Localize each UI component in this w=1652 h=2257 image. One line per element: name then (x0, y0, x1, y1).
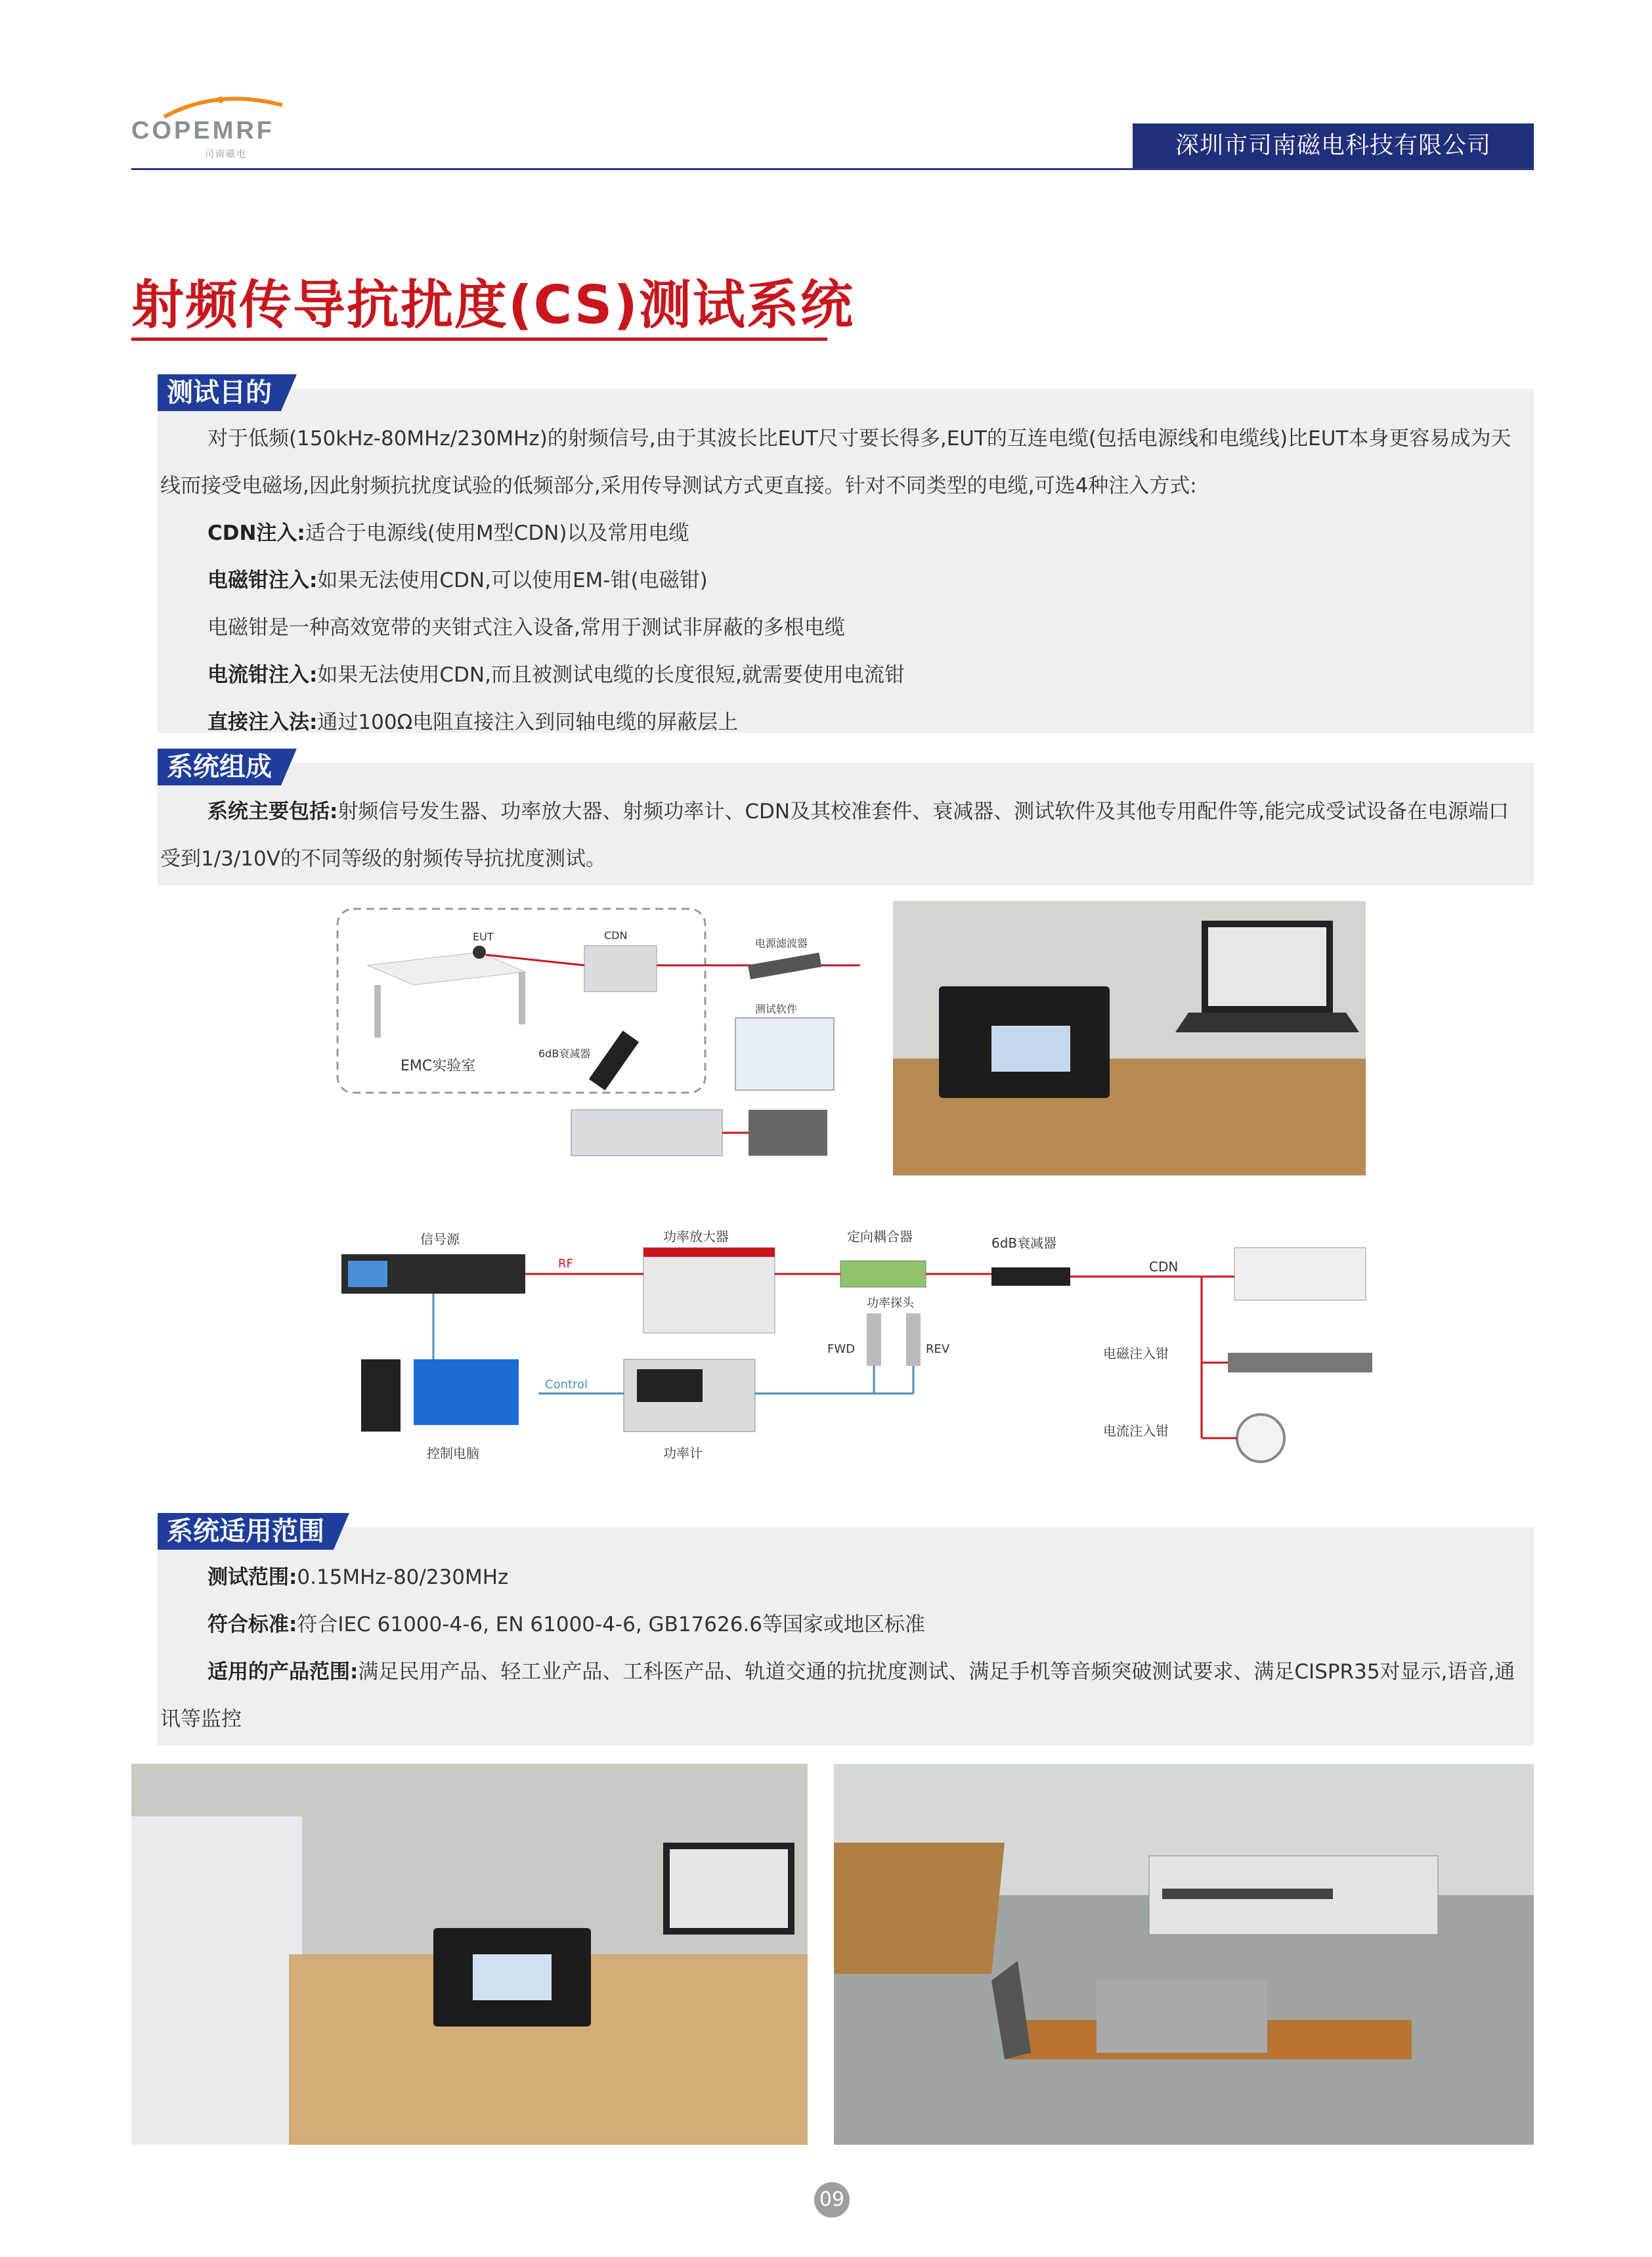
scope-label (158, 1513, 349, 1550)
item-key: 电流钳注入: (207, 663, 318, 687)
cdn-label: CDN (1149, 1259, 1179, 1275)
purpose-item (160, 699, 1519, 746)
scope-item (160, 1554, 1519, 1601)
lab-label: EMC实验室 (401, 1058, 476, 1074)
amplifier-label: 功率放大器 (663, 1229, 729, 1244)
rf-label: RF (558, 1257, 573, 1271)
rev-label: REV (926, 1342, 950, 1356)
scope-item (160, 1601, 1519, 1648)
page-title: 射频传导抗扰度(CS)测试系统 (131, 274, 854, 336)
current-clamp-label: 电流注入钳 (1103, 1423, 1169, 1439)
logo-subtext: 司南磁电 (205, 149, 247, 160)
power-meter-label: 功率计 (663, 1445, 703, 1461)
composition-label (158, 749, 297, 785)
title-underline (131, 338, 827, 341)
item-key: 适用的产品范围: (207, 1660, 359, 1684)
purpose-body (160, 415, 1519, 746)
purpose-item (160, 510, 1519, 557)
item-key: CDN注入: (207, 521, 305, 545)
cdn-label: CDN (604, 929, 628, 942)
signal-source-label: 信号源 (420, 1231, 460, 1247)
item-key: 直接注入法: (207, 711, 318, 734)
item-text: 符合IEC 61000-4-6, EN 61000-4-6, GB17626.6等国家或地区标准 (297, 1613, 926, 1636)
label-tail (281, 749, 297, 785)
scope-body (160, 1554, 1519, 1743)
composition-label-text: 系统组成 (158, 749, 281, 785)
probe-label: 功率探头 (867, 1296, 914, 1310)
item-text: 适合于电源线(使用M型CDN)以及常用电缆 (305, 521, 689, 545)
filter-label: 电源滤波器 (755, 937, 808, 950)
purpose-label (158, 374, 297, 411)
item-text: 电磁钳是一种高效宽带的夹钳式注入设备,常用于测试非屏蔽的多根电缆 (207, 616, 845, 640)
purpose-intro: 对于低频(150kHz-80MHz/230MHz)的射频信号,由于其波长比EUT尺寸要长得多,EUT的互连电缆(包括电源线和电缆线)比EUT本身更容易成为天线而接受电磁场,因此射频抗扰度试验的低频部分,采用传导测试方式更直接。针对不同类型的电缆,可选4种注入方式: (160, 427, 1511, 498)
block-diagram (328, 1221, 1379, 1478)
setup-photo (893, 901, 1366, 1175)
eut-label: EUT (473, 931, 494, 943)
item-text: 如果无法使用CDN,可以使用EM-钳(电磁钳) (317, 569, 708, 592)
scope-label-text: 系统适用范围 (158, 1513, 334, 1550)
item-key: 符合标准: (207, 1613, 297, 1636)
item-text: 如果无法使用CDN,而且被测试电缆的长度很短,就需要使用电流钳 (317, 663, 905, 687)
item-text: 满足民用产品、轻工业产品、工科医产品、轨道交通的抗扰度测试、满足手机等音频突破测试要求、满足CISPR35对显示,语音,通讯等监控 (160, 1660, 1515, 1731)
lab-photo-left (131, 1764, 808, 2145)
header-divider (131, 168, 1534, 170)
item-text: 0.15MHz-80/230MHz (297, 1566, 509, 1589)
item-text: 通过100Ω电阻直接注入到同轴电缆的屏蔽层上 (317, 711, 739, 734)
purpose-label-text: 测试目的 (158, 374, 281, 411)
coupler-label: 定向耦合器 (847, 1229, 913, 1244)
page-number: 09 (814, 2182, 850, 2218)
logo-text: COPEMRF (131, 117, 274, 144)
em-clamp-label: 电磁注入钳 (1103, 1346, 1169, 1361)
software-label: 测试软件 (755, 1003, 798, 1015)
purpose-item (160, 651, 1519, 699)
company-banner: 深圳市司南磁电科技有限公司 (1133, 123, 1534, 168)
setup-diagram (328, 900, 867, 1169)
label-tail (281, 374, 297, 411)
company-logo (131, 91, 289, 163)
composition-key: 系统主要包括: (207, 800, 338, 823)
composition-text: 射频信号发生器、功率放大器、射频功率计、CDN及其校准套件、衰减器、测试软件及其他专用配件等,能完成受试设备在电源端口受到1/3/10V的不同等级的射频传导抗扰度测试。 (160, 800, 1509, 871)
composition-body (160, 788, 1519, 883)
label-tail (334, 1513, 349, 1550)
attenuator-label: 6dB衰减器 (991, 1235, 1057, 1251)
fwd-label: FWD (827, 1342, 856, 1356)
pc-label: 控制电脑 (427, 1445, 479, 1461)
scope-item (160, 1648, 1519, 1743)
purpose-item (160, 557, 1519, 604)
control-label: Control (545, 1378, 588, 1391)
attenuator-label: 6dB衰减器 (538, 1047, 591, 1060)
item-key: 电磁钳注入: (207, 569, 318, 592)
item-key: 测试范围: (207, 1566, 297, 1589)
purpose-item (160, 604, 1519, 651)
lab-photo-right (834, 1764, 1534, 2145)
